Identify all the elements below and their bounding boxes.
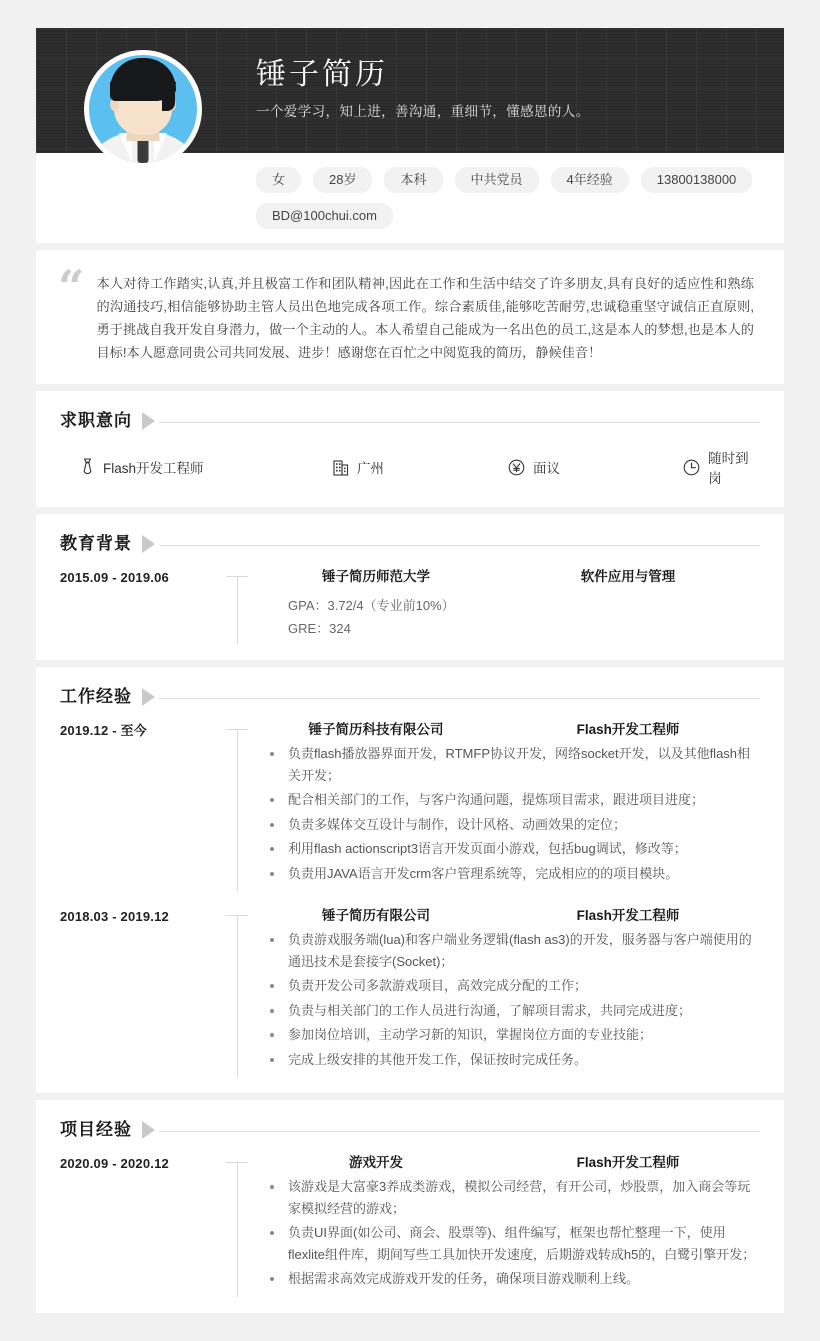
work-bullets	[256, 929, 760, 1070]
section-divider	[159, 422, 760, 423]
header-text-block	[256, 56, 590, 120]
project-role: Flash开发工程师	[576, 1155, 680, 1170]
work-role: Flash开发工程师	[576, 908, 680, 923]
yuan-circle-icon	[508, 459, 525, 476]
timeline-rail	[220, 566, 256, 640]
job-intention-card	[36, 391, 784, 507]
section-divider	[159, 545, 760, 546]
info-tag: 28岁	[313, 167, 372, 193]
avatar-hair-side	[162, 87, 175, 111]
work-entry	[60, 719, 760, 887]
clock-icon	[683, 459, 700, 476]
work-titles	[256, 905, 760, 927]
work-date: 2018.03 - 2019.12	[60, 909, 169, 924]
info-tag-email: BD@100chui.com	[256, 203, 393, 229]
section-title: 求职意向	[60, 411, 132, 430]
education-entry	[60, 566, 760, 640]
work-company: 锤子简历科技有限公司	[308, 722, 444, 737]
job-intention-row	[60, 447, 760, 487]
triangle-icon	[142, 1121, 155, 1139]
intent-salary-label: 面议	[533, 461, 561, 476]
work-date: 2019.12 - 至今	[60, 723, 147, 738]
section-header	[60, 685, 760, 709]
triangle-icon	[142, 535, 155, 553]
education-details	[256, 594, 760, 640]
intent-position-label: Flash开发工程师	[103, 461, 204, 476]
work-bullets	[256, 743, 760, 884]
project-date: 2020.09 - 2020.12	[60, 1156, 169, 1171]
self-evaluation-text: 本人对待工作踏实,认真,并且极富工作和团队精神,因此在工作和生活中结交了许多朋友,具有良好的适应性和熟练的沟通技巧,相信能够协助主管人员出色地完成各项工作。综合素质佳,能够吃苦耐劳,忠诚稳重坚守诚信正直原则,勇于挑战自我开发自身潜力，做一个主动的人。本人希望自己能成为一名出色的员工,这是本人的梦想,也是本人的目标!本人愿意同贵公司共同发展、进步！感谢您在百忙之中阅览我的简历，静候佳音！	[96, 276, 754, 360]
section-title: 教育背景	[60, 534, 132, 553]
section-header	[60, 409, 760, 433]
list-item: 负责flash播放器界面开发，RTMFP协议开发，网络socket开发，以及其他flash相关开发；	[256, 743, 760, 786]
timeline-line	[237, 729, 238, 891]
project-entry	[60, 1152, 760, 1293]
intent-city	[333, 457, 508, 477]
intent-availability	[683, 447, 760, 487]
section-header	[60, 532, 760, 556]
list-item: 配合相关部门的工作，与客户沟通问题，提炼项目需求，跟进项目进度；	[256, 789, 760, 811]
list-item: 负责用JAVA语言开发crm客户管理系统等，完成相应的的项目模块。	[256, 863, 760, 885]
info-tag: 4年经验	[551, 167, 629, 193]
info-tag: 本科	[384, 167, 442, 193]
project-titles	[256, 1152, 760, 1174]
timeline-rail	[220, 1152, 256, 1293]
necktie-icon	[80, 458, 95, 477]
info-tag-phone: 13800138000	[641, 167, 753, 193]
education-body	[256, 566, 760, 640]
work-entry	[60, 905, 760, 1073]
work-experience-card	[36, 667, 784, 1093]
page-title: 锤子简历	[256, 58, 388, 91]
header-tagline: 一个爱学习，知上进，善沟通，重细节，懂感恩的人。	[256, 104, 590, 119]
list-item: 负责多媒体交互设计与制作，设计风格、动画效果的定位；	[256, 814, 760, 836]
triangle-icon	[142, 688, 155, 706]
timeline-rail	[220, 905, 256, 1073]
work-company: 锤子简历有限公司	[322, 908, 430, 923]
education-date: 2015.09 - 2019.06	[60, 570, 169, 585]
project-bullets	[256, 1176, 760, 1290]
resume-header	[36, 28, 784, 153]
intent-position	[80, 457, 333, 477]
education-major: 软件应用与管理	[580, 569, 676, 584]
quote-mark-icon: “	[58, 260, 85, 314]
education-titles	[256, 566, 760, 588]
timeline-line	[237, 1162, 238, 1297]
list-item: 负责游戏服务端(lua)和客户端业务逻辑(flash as3)的开发，服务器与客户端使用的通迅技术是套接字(Socket)；	[256, 929, 760, 972]
section-title: 项目经验	[60, 1120, 132, 1139]
section-header	[60, 1118, 760, 1142]
timeline-rail	[220, 719, 256, 887]
section-title: 工作经验	[60, 687, 132, 706]
intent-availability-label: 随时到岗	[708, 451, 749, 486]
avatar	[84, 50, 202, 168]
section-divider	[159, 698, 760, 699]
work-titles	[256, 719, 760, 741]
work-body	[256, 905, 760, 1073]
project-experience-card	[36, 1100, 784, 1313]
info-tag: 女	[256, 167, 301, 193]
education-detail-line: GPA：3.72/4（专业前10%）	[288, 598, 455, 613]
list-item: 负责UI界面(如公司、商会、股票等)、组件编写，框架也帮忙整理一下，使用flexlite组件库，期间写些工具加快开发速度，后期游戏转成h5的，白鹭引擎开发；	[256, 1222, 760, 1265]
project-name: 游戏开发	[349, 1155, 403, 1170]
list-item: 负责与相关部门的工作人员进行沟通，了解项目需求，共同完成进度；	[256, 1000, 760, 1022]
intent-city-label: 广州	[356, 461, 384, 476]
section-divider	[159, 1131, 760, 1132]
education-school: 锤子简历师范大学	[322, 569, 430, 584]
timeline-line	[237, 915, 238, 1077]
self-evaluation-card	[36, 250, 784, 384]
education-detail-line: GRE：324	[288, 621, 351, 636]
info-tag: 中共党员	[455, 167, 539, 193]
intent-salary	[508, 457, 683, 477]
building-icon	[333, 459, 349, 476]
list-item: 利用flash actionscript3语言开发页面小游戏，包括bug调试，修改等；	[256, 838, 760, 860]
basic-info-tags	[36, 167, 756, 229]
list-item: 根据需求高效完成游戏开发的任务，确保项目游戏顺利上线。	[256, 1268, 760, 1290]
timeline-line	[237, 576, 238, 644]
triangle-icon	[142, 412, 155, 430]
project-body	[256, 1152, 760, 1293]
list-item: 完成上级安排的其他开发工作，保证按时完成任务。	[256, 1049, 760, 1071]
person-avatar-icon	[89, 55, 197, 163]
work-role: Flash开发工程师	[576, 722, 680, 737]
education-card	[36, 514, 784, 660]
work-body	[256, 719, 760, 887]
list-item: 该游戏是大富豪3养成类游戏，模拟公司经营，有开公司，炒股票，加入商会等玩家模拟经营的游戏；	[256, 1176, 760, 1219]
list-item: 参加岗位培训，主动学习新的知识，掌握岗位方面的专业技能；	[256, 1024, 760, 1046]
list-item: 负责开发公司多款游戏项目，高效完成分配的工作；	[256, 975, 760, 997]
